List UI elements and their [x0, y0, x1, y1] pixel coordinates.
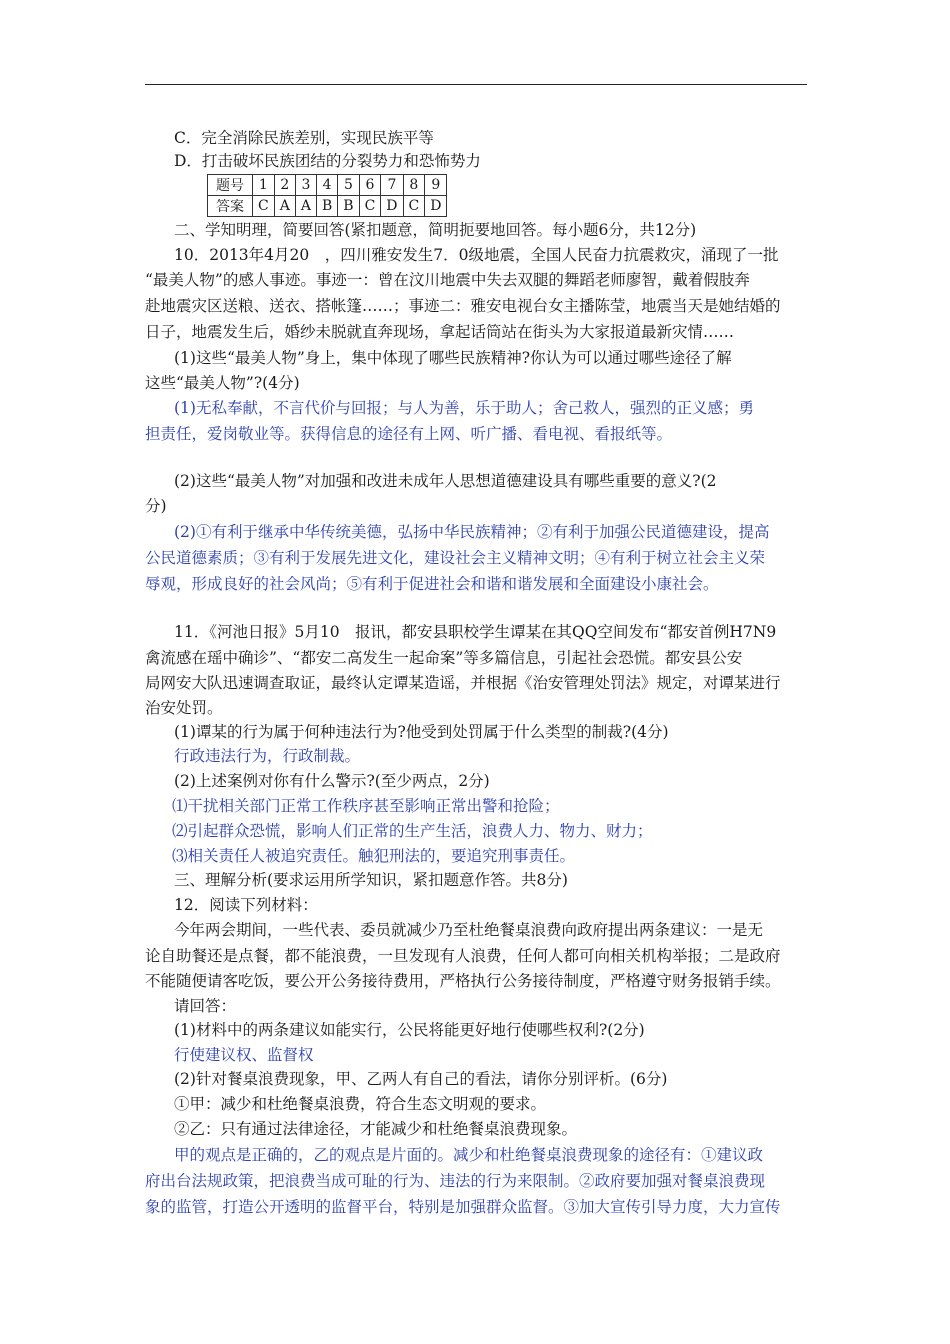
answer-10-2: 辱观，形成良好的社会风尚；⑤有利于促进社会和谐和谐发展和全面建设小康社会。: [145, 575, 719, 593]
table-number: 5: [338, 175, 359, 196]
answer-12-2: 府出台法规政策，把浪费当成可耻的行为、违法的行为来限制。②政府要加强对餐桌浪费现: [145, 1172, 766, 1190]
q11-sub2: (2)上述案例对你有什么警示?(至少两点，2分): [174, 772, 490, 790]
table-number: 7: [381, 175, 403, 196]
table-answer: A: [274, 196, 295, 217]
answer-11-2: ⑶相关责任人被追究责任。触犯刑法的，要追究刑事责任。: [172, 847, 576, 865]
table-answer: D: [381, 196, 403, 217]
q10-text: 10．2013年4月20 ，四川雅安发生7．0级地震，全国人民奋力抗震救灾，涌现了一批: [174, 246, 779, 264]
table-answer: C: [253, 196, 275, 217]
q11-sub1: (1)谭某的行为属于何种违法行为?他受到处罚属于什么类型的制裁?(4分): [174, 723, 669, 741]
section-3-title: 三、理解分析(要求运用所学知识，紧扣题意作答。共8分): [174, 871, 568, 889]
table-answer: B: [338, 196, 359, 217]
q12-material: 不能随便请客吃饭，要公开公务接待费用，严格执行公务接待制度，严格遵守财务报销手续。: [145, 972, 781, 990]
q12-material: 今年两会期间，一些代表、委员就减少乃至杜绝餐桌浪费向政府提出两条建议：一是无: [174, 921, 764, 939]
answer-table-answer-row: [208, 196, 447, 217]
table-answer: C: [403, 196, 425, 217]
table-number: 3: [295, 175, 316, 196]
option-d: D．打击破坏民族团结的分裂势力和恐怖势力: [174, 152, 481, 170]
q10-sub1: (1)这些“最美人物”身上，集中体现了哪些民族精神?你认为可以通过哪些途径了解: [174, 349, 732, 367]
answer-11-1: 行政违法行为，行政制裁。: [174, 747, 361, 765]
answer-10-2: 公民道德素质；③有利于发展先进文化，建设社会主义精神文明；④有利于树立社会主义荣: [145, 549, 766, 567]
q10-text: 赴地震灾区送粮、送衣、搭帐篷……；事迹二：雅安电视台女主播陈莹，地震当天是她结婚的: [145, 297, 781, 315]
q11-text: 治安处罚。: [145, 699, 223, 717]
q12-opinion-b: ②乙：只有通过法律途径，才能减少和杜绝餐桌浪费现象。: [174, 1120, 578, 1138]
table-answer: B: [316, 196, 337, 217]
table-number: 2: [274, 175, 295, 196]
q10-sub2: 分): [145, 497, 167, 515]
section-2-title: 二、学知明理，简要回答(紧扣题意，简明扼要地回答。每小题6分，共12分): [174, 221, 697, 239]
answer-table: [207, 174, 447, 217]
answer-table-header-row: [208, 175, 447, 196]
q11-text: 局网安大队迅速调查取证，最终认定谭某造谣，并根据《治安管理处罚法》规定，对谭某进行: [145, 674, 781, 692]
q10-sub1: 这些“最美人物”?(4分): [145, 374, 300, 392]
table-answer-label: 答案: [208, 196, 253, 217]
answer-12-1: 行使建议权、监督权: [174, 1046, 314, 1064]
table-number: 9: [425, 175, 447, 196]
table-answer: A: [295, 196, 316, 217]
answer-11-2: ⑴干扰相关部门正常工作秩序甚至影响正常出警和抢险；: [172, 797, 560, 815]
q12-sub1: (1)材料中的两条建议如能实行，公民将能更好地行使哪些权利?(2分): [174, 1021, 645, 1039]
q10-sub2: (2)这些“最美人物”对加强和改进未成年人思想道德建设具有哪些重要的意义?(2: [174, 472, 717, 490]
answer-10-2: (2)①有利于继承中华传统美德，弘扬中华民族精神；②有利于加强公民道德建设，提高: [174, 523, 770, 541]
table-number: 1: [253, 175, 275, 196]
option-c: C．完全消除民族差别，实现民族平等: [174, 129, 434, 147]
table-number: 8: [403, 175, 425, 196]
header-rule: [145, 84, 807, 85]
table-number: 6: [359, 175, 381, 196]
answer-12-2: 象的监管，打造公开透明的监督平台，特别是加强群众监督。③加大宣传引导力度，大力宣传: [145, 1198, 781, 1216]
table-number: 4: [316, 175, 337, 196]
table-header-label: 题号: [208, 175, 253, 196]
q10-text: 日子，地震发生后，婚纱未脱就直奔现场，拿起话筒站在街头为大家报道最新灾情……: [145, 323, 735, 341]
q11-text: 禽流感在瑶中确诊”、“都安二高发生一起命案”等多篇信息，引起社会恐慌。都安县公安: [145, 649, 743, 667]
answer-10-1: (1)无私奉献，不言代价与回报；与人为善，乐于助人；舍己救人，强烈的正义感；勇: [174, 399, 754, 417]
q11-text: 11．《河池日报》5月10 报讯，都安县职校学生谭某在其QQ空间发布“都安首例H7N9: [174, 623, 777, 641]
answer-10-1: 担责任，爱岗敬业等。获得信息的途径有上网、听广播、看电视、看报纸等。: [145, 425, 673, 443]
table-answer: C: [359, 196, 381, 217]
q12-title: 12．阅读下列材料：: [174, 896, 318, 914]
q12-sub2: (2)针对餐桌浪费现象，甲、乙两人有自己的看法，请你分别评析。(6分): [174, 1070, 668, 1088]
answer-12-2: 甲的观点是正确的，乙的观点是片面的。减少和杜绝餐桌浪费现象的途径有：①建议政: [174, 1146, 764, 1164]
q12-opinion-a: ①甲：减少和杜绝餐桌浪费，符合生态文明观的要求。: [174, 1095, 547, 1113]
q12-material: 论自助餐还是点餐，都不能浪费，一旦发现有人浪费，任何人都可向相关机构举报；二是政府: [145, 947, 781, 965]
please-answer: 请回答：: [174, 997, 237, 1015]
answer-11-2: ⑵引起群众恐慌，影响人们正常的生产生活，浪费人力、物力、财力；: [172, 822, 653, 840]
table-answer: D: [425, 196, 447, 217]
q10-text: “最美人物”的感人事迹。事迹一：曾在汶川地震中失去双腿的舞蹈老师廖智，戴着假肢奔: [145, 271, 750, 289]
